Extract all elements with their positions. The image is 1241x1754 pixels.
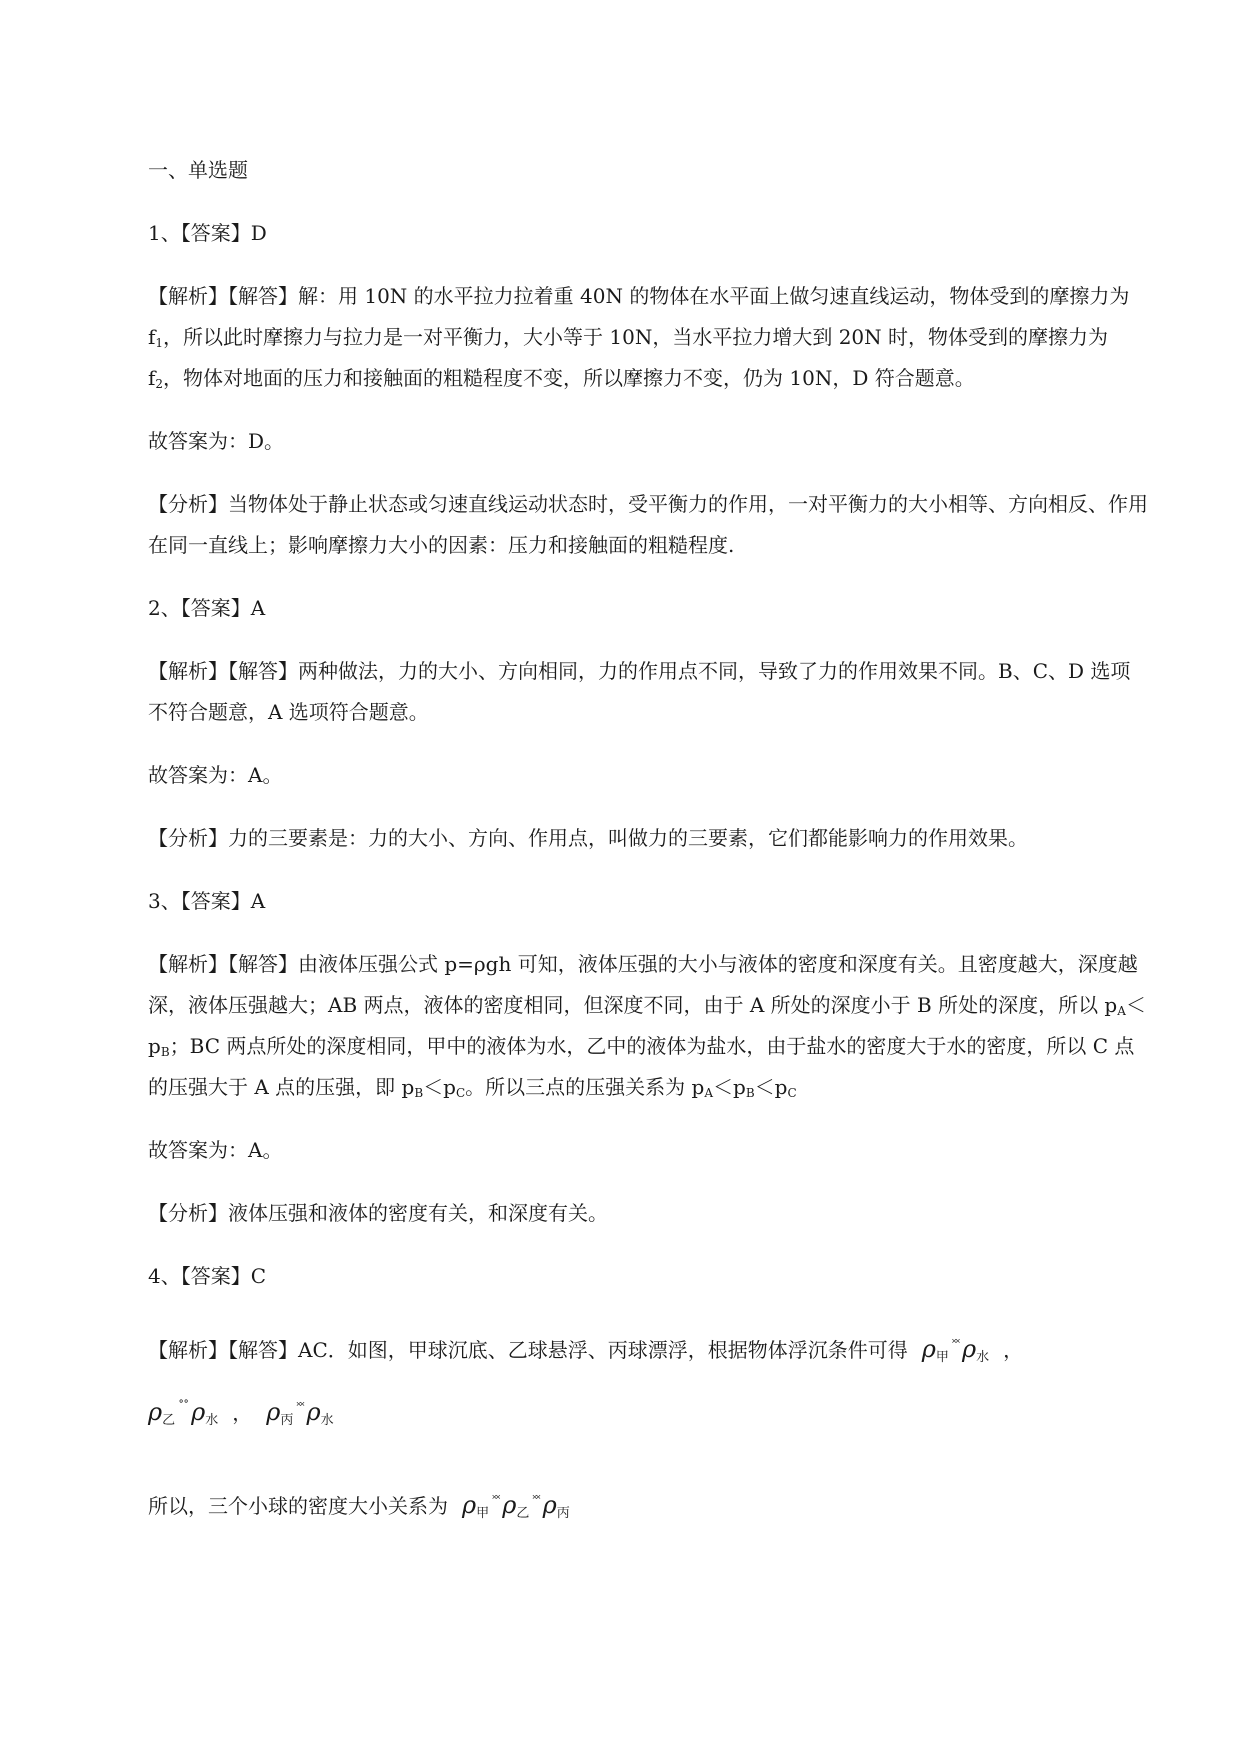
q2-analysis: 【解析】【解答】两种做法，力的大小、方向相同，力的作用点不同，导致了力的作用效果不同。B、C、D 选项不符合题意，A 选项符合题意。: [148, 659, 1131, 724]
document-page: [148, 150, 1148, 1534]
q3-explain: 【分析】液体压强和液体的密度有关，和深度有关。: [148, 1201, 608, 1225]
q2-answer: 2、【答案】A: [148, 596, 266, 620]
q1-conclusion: 故答案为：D。: [148, 429, 285, 453]
q1-explain: 【分析】当物体处于静止状态或匀速直线运动状态时，受平衡力的作用，一对平衡力的大小相等、方向相反、作用在同一直线上；影响摩擦力大小的因素：压力和接触面的粗糙程度.: [148, 492, 1148, 557]
q1-answer: 1、【答案】D: [148, 221, 267, 245]
q3-analysis: 【解析】【解答】由液体压强公式 p=ρgh 可知，液体压强的大小与液体的密度和深度有关。且密度越大，深度越深，液体压强越大；AB 两点，液体的密度相同，但深度不同，由于 A 所处的深度小于 B 所处的深度，所以 $p_A<p_B$；BC 两点所处的深度相同，甲中的液体为水，乙中的液体为盐水，由于盐水的密度大于水的密度，所以 C 点的压强大于 A 点的压强，即 $p_B<p_C$。所以三点的压强关系为 $p_A<p_B<p_C$: [148, 952, 1146, 1100]
q4-final: 所以，三个小球的密度大小关系为 $\rho_甲^{˟˟}$ $\rho_乙^{˟˟}$ $\rho_丙$: [148, 1491, 570, 1521]
q1-analysis: 【解析】【解答】解：用 10N 的水平拉力拉着重 40N 的物体在水平面上做匀速直线运动，物体受到的摩擦力为 $f_1$，所以此时摩擦力与拉力是一对平衡力，大小等于 10N，当水平拉力增大到 20N 时，物体受到的摩擦力为 $f_2$，物体对地面的压力和接触面的粗糙程度不变，所以摩擦力不变，仍为 10N，D 符合题意。: [148, 284, 1130, 391]
q3-answer: 3、【答案】A: [148, 889, 266, 913]
q4-answer: 4、【答案】C: [148, 1264, 267, 1288]
q2-explain: 【分析】力的三要素是：力的大小、方向、作用点，叫做力的三要素，它们都能影响力的作用效果。: [148, 826, 1028, 850]
q3-conclusion: 故答案为：A。: [148, 1138, 283, 1162]
section-title: 一、单选题: [148, 158, 248, 182]
q2-conclusion: 故答案为：A。: [148, 763, 283, 787]
q4-analysis: 【解析】【解答】AC．如图，甲球沉底、乙球悬浮、丙球漂浮，根据物体浮沉条件可得 $\rho_甲^{˟˟}$ $\rho_水$ ， $\rho_乙^{˚˚}$ $\rho_水$ ， $\rho_丙^{˟˟}$ $\rho_水$: [148, 1335, 1024, 1428]
